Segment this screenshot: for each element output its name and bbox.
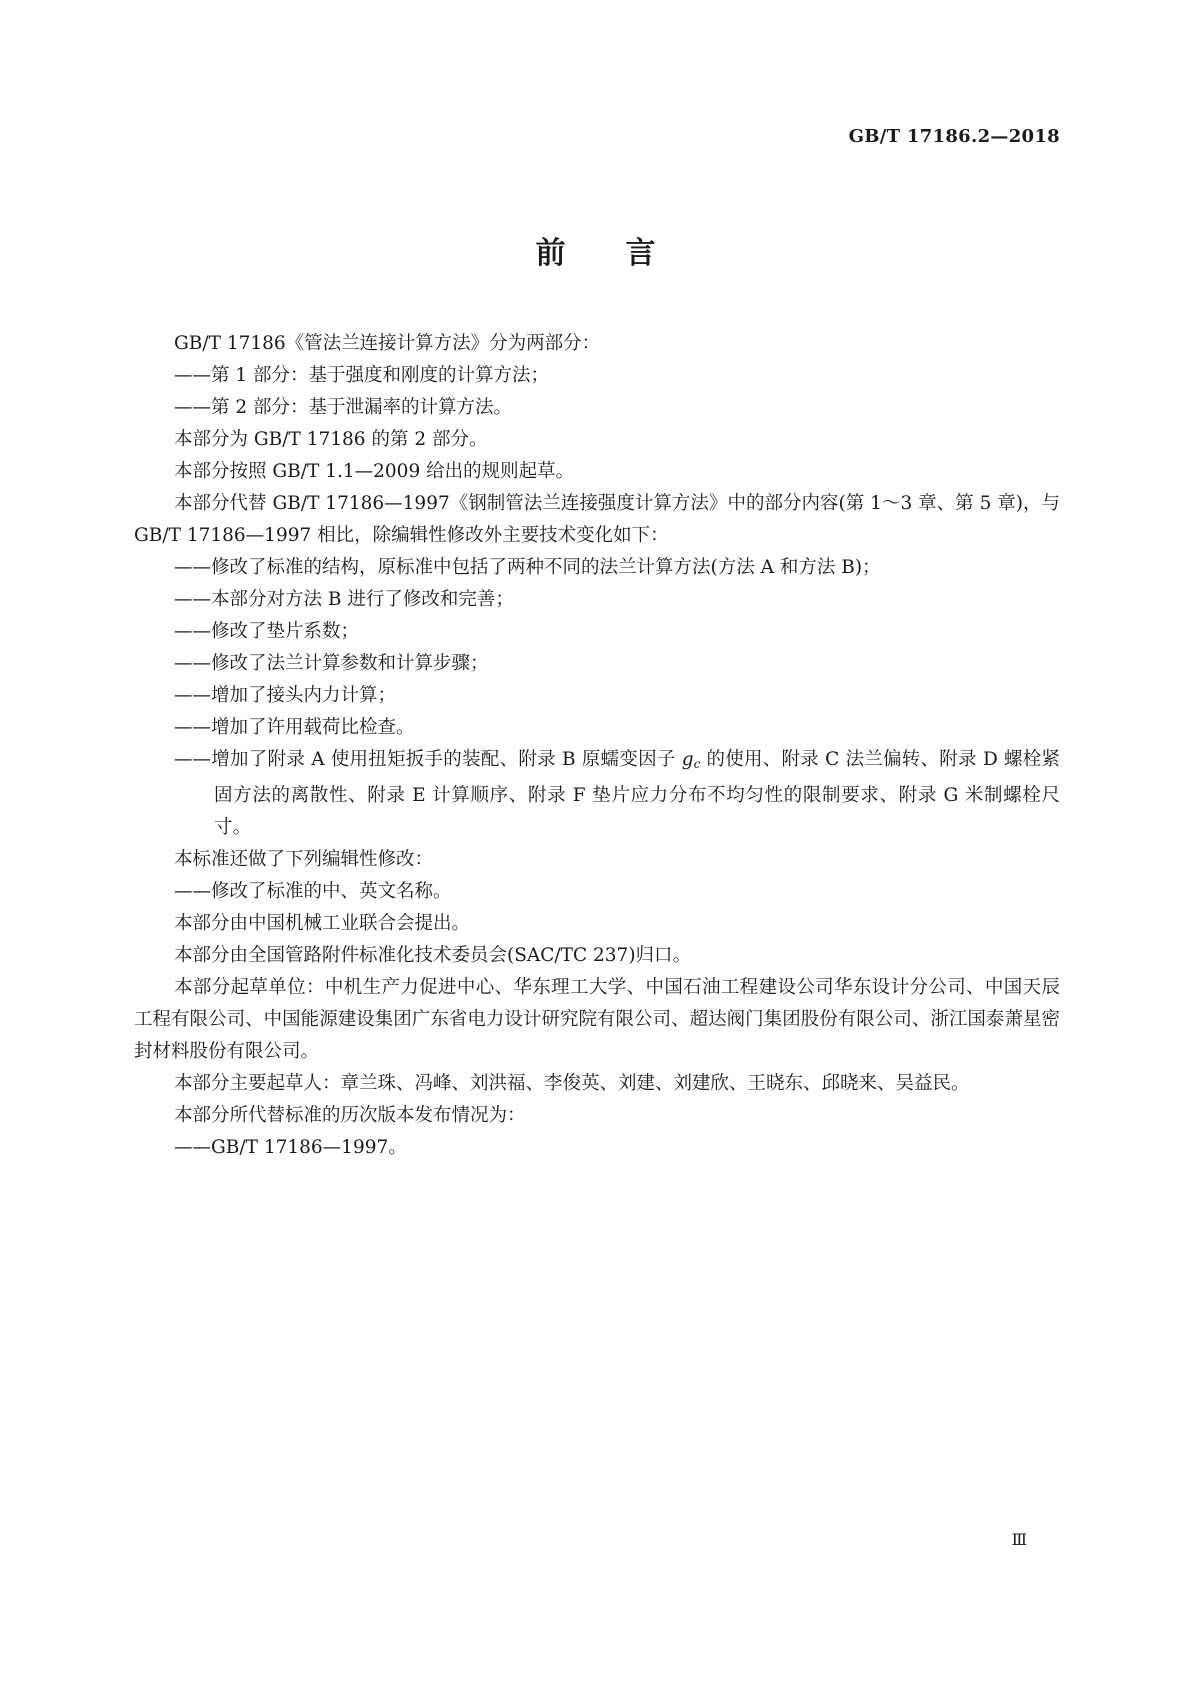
creep-factor-symbol: g xyxy=(681,749,694,770)
change-item-parameters: ——修改了法兰计算参数和计算步骤； xyxy=(174,653,489,674)
paragraph-intro: GB/T 17186《管法兰连接计算方法》分为两部分： xyxy=(174,333,601,354)
paragraph-editorial: 本标准还做了下列编辑性修改： xyxy=(174,849,434,870)
paragraph-drafters: 本部分主要起草人：章兰珠、冯峰、刘洪福、李俊英、刘建、刘建欣、王晓东、邱晓来、吴益民。 xyxy=(174,1073,970,1094)
page-title: 前言 xyxy=(535,236,716,271)
history-item: ——GB/T 17186—1997。 xyxy=(174,1137,407,1158)
paragraph-drafting-rules: 本部分按照 GB/T 1.1—2009 给出的规则起草。 xyxy=(174,461,575,482)
paragraph-technical-committee: 本部分由全国管路附件标准化技术委员会(SAC/TC 237)归口。 xyxy=(174,945,692,966)
foreword-body xyxy=(134,328,1060,1164)
change-item-annexes xyxy=(134,744,1060,844)
editorial-item-names: ——修改了标准的中、英文名称。 xyxy=(174,881,452,902)
change-item-gasket-factors: ——修改了垫片系数； xyxy=(174,621,360,642)
standard-code: GB/T 17186.2—2018 xyxy=(848,126,1060,147)
annex-text-start: ——增加了附录 A 使用扭矩扳手的装配、附录 B 原蠕变因子 xyxy=(174,749,682,770)
change-item-internal-forces: ——增加了接头内力计算； xyxy=(174,685,397,706)
paragraph-drafting-units: 本部分起草单位：中机生产力促进中心、华东理工大学、中国石油工程建设公司华东设计分公司、中国天辰工程有限公司、中国能源建设集团广东省电力设计研究院有限公司、超达阀门集团股份有限公司、浙江国泰萧星密封材料股份有限公司。 xyxy=(134,977,1060,1062)
change-item-structure: ——修改了标准的结构，原标准中包括了两种不同的法兰计算方法(方法 A 和方法 B)； xyxy=(174,557,881,578)
list-item-part2: ——第 2 部分：基于泄漏率的计算方法。 xyxy=(174,397,513,418)
paragraph-proposer: 本部分由中国机械工业联合会提出。 xyxy=(174,913,471,934)
paragraph-part-statement: 本部分为 GB/T 17186 的第 2 部分。 xyxy=(174,429,488,450)
change-item-method-b: ——本部分对方法 B 进行了修改和完善； xyxy=(174,589,514,610)
annex-text-end: 的使用、附录 C 法兰偏转、附录 D 螺栓紧固方法的离散性、附录 E 计算顺序、附录 F 垫片应力分布不均匀性的限制要求、附录 G 米制螺栓尺寸。 xyxy=(214,749,1060,838)
paragraph-history: 本部分所代替标准的历次版本发布情况为： xyxy=(174,1105,526,1126)
paragraph-replacement: 本部分代替 GB/T 17186—1997《钢制管法兰连接强度计算方法》中的部分内容(第 1～3 章、第 5 章)，与 GB/T 17186—1997 相比，除编辑性修改外主要技术变化如下： xyxy=(134,493,1060,546)
change-item-load-ratio: ——增加了许用载荷比检查。 xyxy=(174,717,415,738)
list-item-part1: ——第 1 部分：基于强度和刚度的计算方法； xyxy=(174,365,550,386)
creep-factor-subscript: c xyxy=(693,757,701,771)
page-number: Ⅲ xyxy=(1011,1530,1027,1549)
